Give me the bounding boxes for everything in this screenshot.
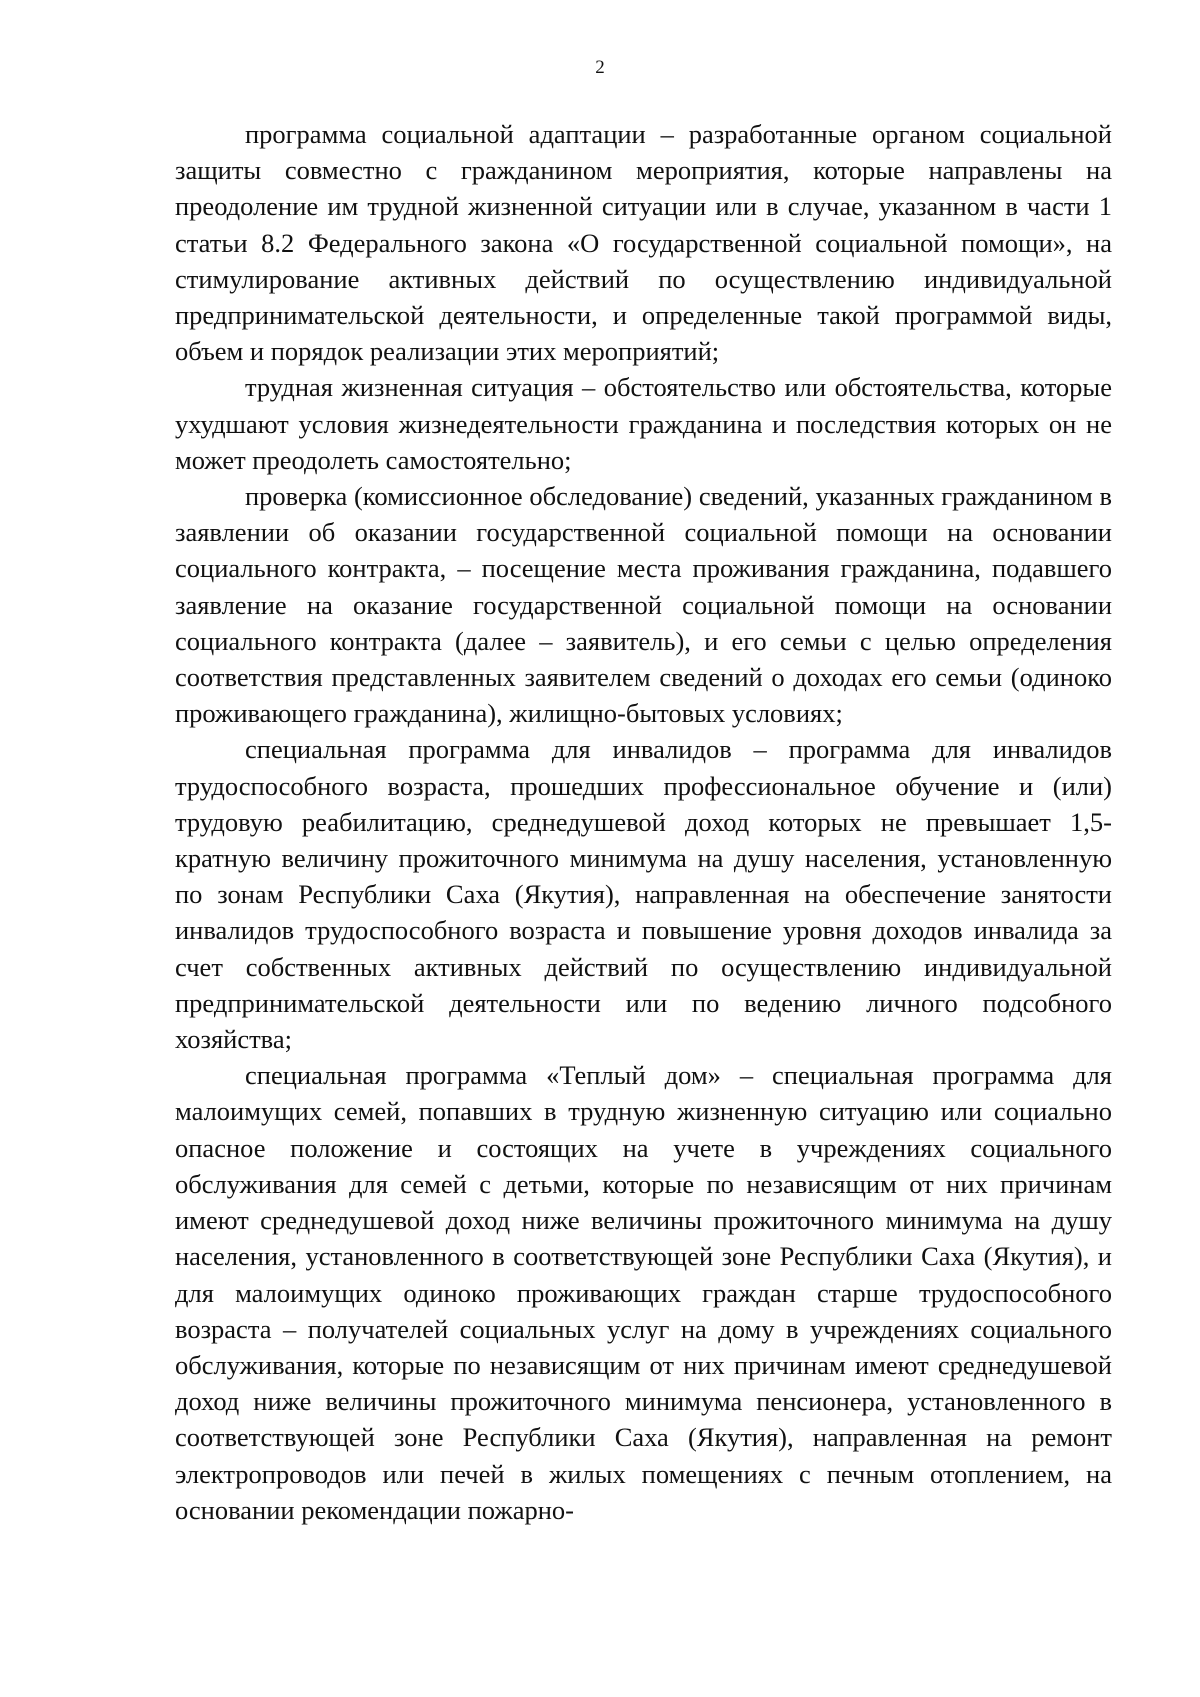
paragraph-warm-house-program: специальная программа «Теплый дом» – специальная программа для малоимущих семей, попавших в трудную жизненную ситуацию или социально опасное положение и состоящих на учете в учреждениях социального обслуживания для семей с детьми, которые по независящим от них причинам имеют среднедушевой доход ниже величины прожиточного минимума на душу населения, установленного в соответствующей зоне Республики Саха (Якутия), и для малоимущих одиноко проживающих граждан старше трудоспособного возраста – получателей социальных услуг на дому в учреждениях социального обслуживания, которые по независящим от них причинам имеют среднедушевой доход ниже величины прожиточного минимума пенсионера, установленного в соответствующей зоне Республики Саха (Якутия), направленная на ремонт электропроводов или печей в жилых помещениях с печным отоплением, на основании рекомендации пожарно-: [175, 1060, 1112, 1525]
page-number: 2: [595, 57, 605, 78]
paragraph-inspection: проверка (комиссионное обследование) сведений, указанных гражданином в заявлении об оказании государственной социальной помощи на основании социального контракта, – посещение места проживания гражданина, подавшего заявление на оказание государственной социальной помощи на основании социального контракта (далее – заявитель), и его семьи с целью определения соответствия представленных заявителем сведений о доходах его семьи (одиноко проживающего гражданина), жилищно-бытовых условиях;: [175, 481, 1112, 729]
paragraph-social-adaptation-program: программа социальной адаптации – разработанные органом социальной защиты совместно с гражданином мероприятия, которые направлены на преодоление им трудной жизненной ситуации или в случае, указанном в части 1 статьи 8.2 Федерального закона «О государственной социальной помощи», на стимулирование активных действий по осуществлению индивидуальной предпринимательской деятельности, и определенные такой программой виды, объем и порядок реализации этих мероприятий;: [175, 119, 1112, 367]
paragraph-disabled-program: специальная программа для инвалидов – программа для инвалидов трудоспособного возраста, прошедших профессиональное обучение и (или) трудовую реабилитацию, среднедушевой доход которых не превышает 1,5-кратную величину прожиточного минимума на душу населения, установленную по зонам Республики Саха (Якутия), направленная на обеспечение занятости инвалидов трудоспособного возраста и повышение уровня доходов инвалида за счет собственных активных действий по осуществлению индивидуальной предпринимательской деятельности или по ведению личного подсобного хозяйства;: [175, 734, 1112, 1055]
document-body: [175, 116, 1112, 1528]
paragraph-difficult-life-situation: трудная жизненная ситуация – обстоятельство или обстоятельства, которые ухудшают условия жизнедеятельности гражданина и последствия которых он не может преодолеть самостоятельно;: [175, 372, 1112, 475]
